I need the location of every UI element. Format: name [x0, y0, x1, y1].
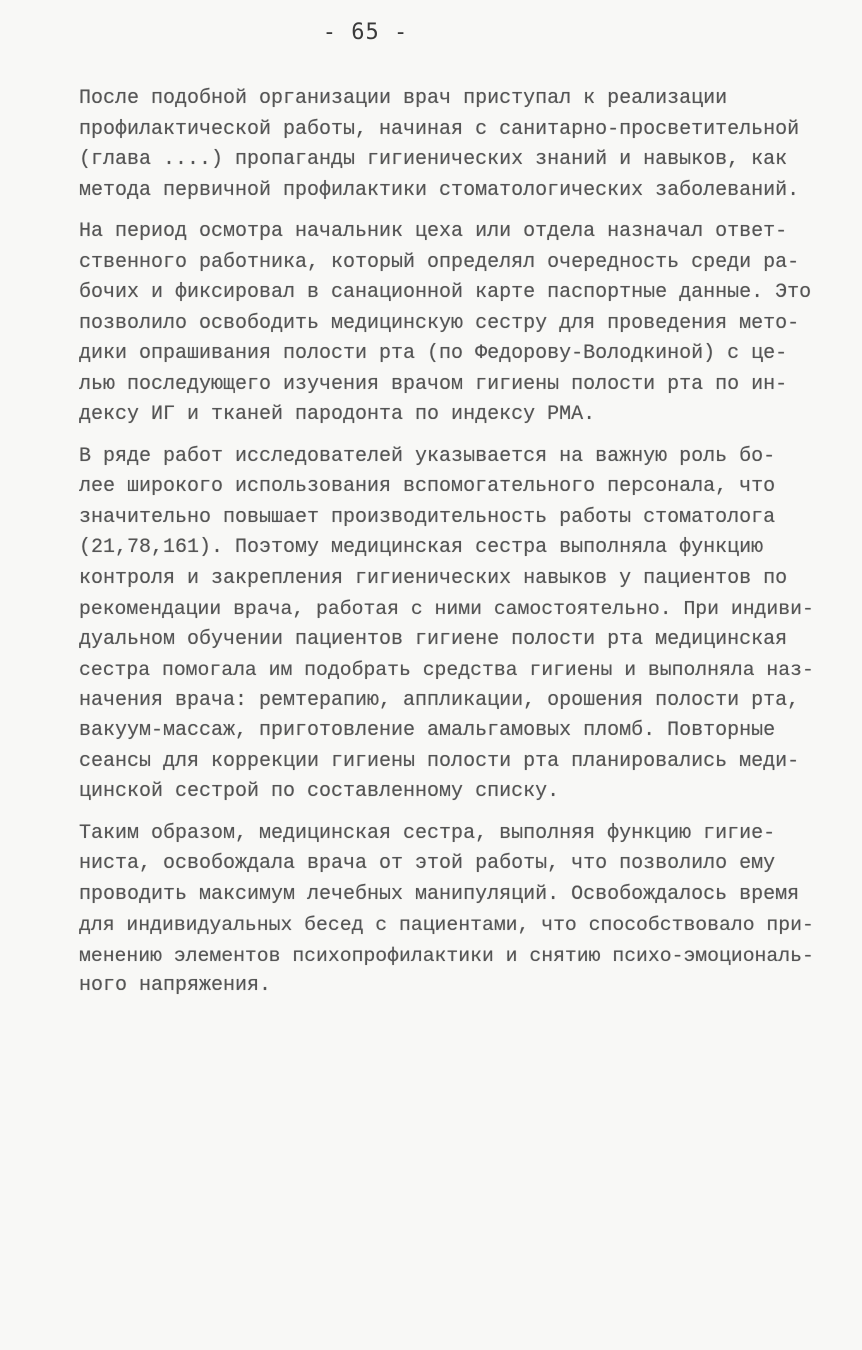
text-line: вакуум-массаж, приготовление амальгамовых пломб. Повторные [79, 719, 776, 742]
text-line: цинской сестрой по составленному списку. [79, 780, 560, 803]
page-number: - 65 - [322, 20, 409, 45]
text-line: лее широкого использования вспомогательного персонала, что [79, 475, 776, 498]
text-line: рекомендации врача, работая с ними самостоятельно. При индиви- [79, 598, 814, 620]
text-line: После подобной организации врач приступал к реализации [79, 87, 728, 110]
text-line: ного напряжения. [79, 974, 272, 997]
paragraph-2 [79, 217, 814, 431]
paragraph-4 [79, 819, 814, 1002]
text-line: для индивидуальных бесед с пациентами, что способствовало при- [79, 914, 814, 936]
text-line: менению элементов психопрофилактики и снятию психо-эмоциональ- [79, 944, 814, 967]
text-line: дексу ИГ и тканей пародонта по индексу РМА. [79, 403, 596, 426]
text-line: значительно повышает производительность работы стоматолога [79, 505, 776, 529]
text-line: В ряде работ исследователей указывается на важную роль бо- [79, 444, 776, 468]
text-line: сестра помогала им подобрать средства гигиены и выполняла наз- [79, 659, 814, 681]
text-line: сеансы для коррекции гигиены полости рта планировались меди- [79, 749, 800, 773]
paragraph-3 [79, 442, 814, 808]
text-line: метода первичной профилактики стоматологических заболеваний. [79, 178, 800, 202]
text-line: бочих и фиксировал в санационной карте паспортные данные. Это [79, 281, 812, 304]
paragraph-1 [79, 84, 814, 206]
text-line: проводить максимум лечебных манипуляций. Освобождалось время [79, 882, 800, 906]
text-line: контроля и закрепления гигиенических навыков у пациентов по [79, 566, 788, 590]
text-line: профилактической работы, начиная с санитарно-просветительной [79, 117, 800, 141]
text-line: (глава ....) пропаганды гигиенических знаний и навыков, как [79, 148, 788, 171]
text-line: ственного работника, который определял очередность среди ра- [79, 250, 800, 274]
text-line: ниста, освобождала врача от этой работы, что позволило ему [79, 852, 776, 875]
text-line: лью последующего изучения врачом гигиены полости рта по ин- [79, 372, 788, 396]
text-line: (21,78,161). Поэтому медицинская сестра выполняла функцию [79, 536, 764, 559]
text-line: позволило освободить медицинскую сестру для проведения мето- [79, 311, 800, 335]
body-text [79, 84, 814, 1002]
text-line: На период осмотра начальник цеха или отдела назначал ответ- [79, 220, 788, 243]
text-line: дуальном обучении пациентов гигиене полости рта медицинская [79, 627, 788, 651]
text-line: начения врача: ремтерапию, аппликации, орошения полости рта, [79, 688, 800, 712]
text-line: Таким образом, медицинская сестра, выполняя функцию гигие- [79, 821, 776, 845]
text-line: дики опрашивания полости рта (по Федорову-Володкиной) с це- [79, 342, 788, 365]
